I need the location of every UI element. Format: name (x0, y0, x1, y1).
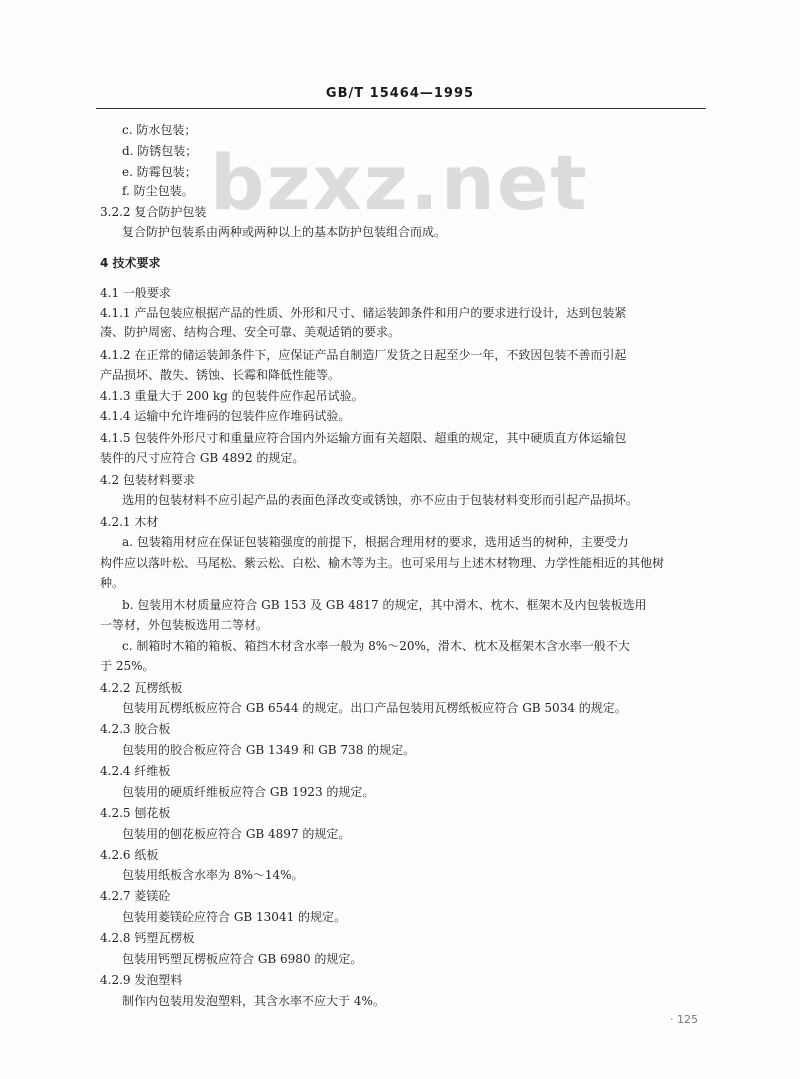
section-heading-4: 4 技术要求 (100, 256, 161, 270)
list-item-c-cont: 于 25%。 (100, 659, 155, 673)
list-item-f: f. 防尘包装。 (122, 184, 194, 198)
paragraph: 包装用的刨花板应符合 GB 4897 的规定。 (122, 827, 351, 841)
clause-4-1-2: 4.1.2 在正常的储运装卸条件下，应保证产品自制造厂发货之日起至少一年，不致因包装不善而引起 (100, 348, 627, 362)
clause-heading-4-2-9: 4.2.9 发泡塑料 (100, 973, 183, 987)
clause-heading-4-2-1: 4.2.1 木材 (100, 515, 159, 529)
clause-4-1-2-cont: 产品损坏、散失、锈蚀、长霉和降低性能等。 (100, 368, 341, 382)
clause-heading-4-2-2: 4.2.2 瓦楞纸板 (100, 681, 183, 695)
paragraph: 包装用瓦楞纸板应符合 GB 6544 的规定。出口产品包装用瓦楞纸板应符合 GB 5034 的规定。 (122, 701, 627, 715)
paragraph: 包装用钙塑瓦楞板应符合 GB 6980 的规定。 (122, 952, 363, 966)
list-item-a-cont: 构件应以落叶松、马尾松、紫云松、白松、榆木等为主。也可采用与上述木材物理、力学性能相近的其他树 (100, 556, 665, 570)
paragraph: 包装用的胶合板应符合 GB 1349 和 GB 738 的规定。 (122, 743, 416, 757)
list-item-b: b. 包装用木材质量应符合 GB 153 及 GB 4817 的规定，其中滑木、枕木、框架木及内包装板选用 (122, 598, 647, 612)
clause-4-1-1: 4.1.1 产品包装应根据产品的性质、外形和尺寸、储运装卸条件和用户的要求进行设计，达到包装紧 (100, 306, 627, 320)
watermark: bzxz.net (210, 138, 589, 227)
clause-4-1-5: 4.1.5 包装件外形尺寸和重量应符合国内外运输方面有关超限、超重的规定，其中硬质直方体运输包 (100, 431, 627, 445)
paragraph: 包装用纸板含水率为 8%～14%。 (122, 868, 304, 882)
page-number: · 125 (670, 1013, 698, 1026)
list-item-e: e. 防霉包装； (122, 165, 197, 179)
clause-4-1-1-cont: 凑、防护周密、结构合理、安全可靠、美观适销的要求。 (100, 325, 401, 339)
clause-heading-4-2-6: 4.2.6 纸板 (100, 848, 159, 862)
header-rule (96, 108, 706, 109)
list-item-c: c. 防水包装； (122, 123, 197, 137)
list-item-a: a. 包装箱用材应在保证包装箱强度的前提下，根据合理用材的要求，选用适当的树种，主要受力 (122, 535, 629, 549)
clause-heading-3-2-2: 3.2.2 复合防护包装 (100, 205, 207, 219)
clause-heading-4-2-7: 4.2.7 菱镁砼 (100, 889, 171, 903)
clause-heading-4-2: 4.2 包装材料要求 (100, 473, 195, 487)
paragraph: 包装用菱镁砼应符合 GB 13041 的规定。 (122, 910, 347, 924)
clause-heading-4-2-8: 4.2.8 钙塑瓦楞板 (100, 931, 195, 945)
clause-4-1-5-cont: 装件的尺寸应符合 GB 4892 的规定。 (100, 451, 305, 465)
list-item-c: c. 制箱时木箱的箱板、箱挡木材含水率一般为 8%～20%，滑木、枕木及框架木含水率一般不大 (122, 639, 630, 653)
clause-heading-4-2-3: 4.2.3 胶合板 (100, 722, 171, 736)
list-item-b-cont: 一等材，外包装板选用二等材。 (100, 618, 269, 632)
clause-heading-4-1: 4.1 一般要求 (100, 286, 171, 300)
paragraph: 复合防护包装系由两种或两种以上的基本防护包装组合而成。 (122, 225, 447, 239)
clause-heading-4-2-4: 4.2.4 纤维板 (100, 764, 171, 778)
clause-4-1-4: 4.1.4 运输中允许堆码的包装件应作堆码试验。 (100, 409, 351, 423)
standard-header: GB/T 15464—1995 (325, 86, 475, 101)
list-item-d: d. 防锈包装； (122, 144, 198, 158)
paragraph: 制作内包装用发泡塑料，其含水率不应大于 4%。 (122, 994, 385, 1008)
paragraph: 选用的包装材料不应引起产品的表面色泽改变或锈蚀，亦不应由于包装材料变形而引起产品损坏。 (122, 493, 639, 507)
clause-heading-4-2-5: 4.2.5 刨花板 (100, 806, 171, 820)
paragraph: 包装用的硬质纤维板应符合 GB 1923 的规定。 (122, 785, 375, 799)
clause-4-1-3: 4.1.3 重量大于 200 kg 的包装件应作起吊试验。 (100, 389, 364, 403)
list-item-a-cont: 种。 (100, 576, 125, 590)
